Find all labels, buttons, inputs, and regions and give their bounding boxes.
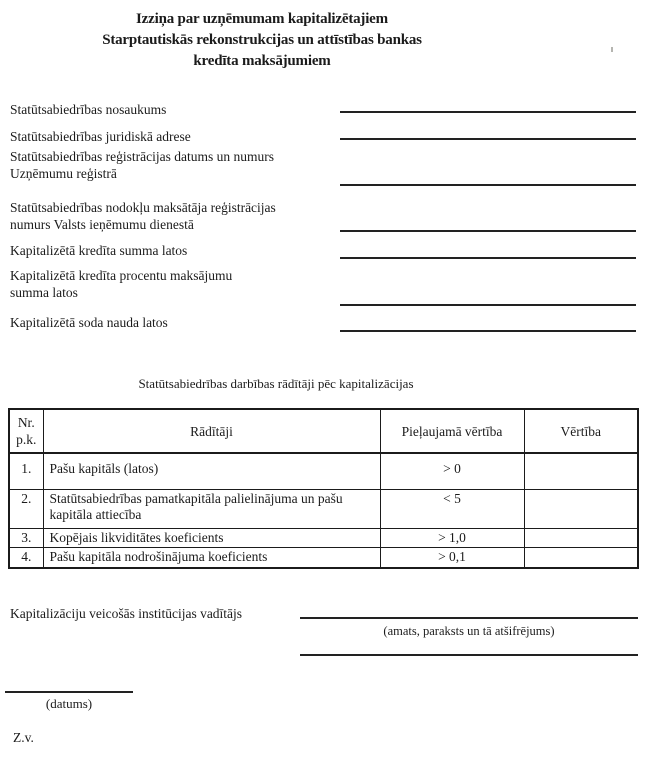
field-label-kredita-summa — [10, 243, 342, 260]
field-label-text: numurs Valsts ieņēmumu dienestā — [10, 216, 194, 232]
field-label-text: Uzņēmumu reģistrā — [10, 165, 117, 181]
col-header-nr-line: Nr. — [17, 415, 35, 430]
cell-nr: 1. — [9, 453, 43, 490]
title-line: kredīta maksājumiem — [193, 53, 331, 69]
table-row — [9, 529, 638, 548]
field-label-nosaukums — [10, 102, 342, 119]
field-label-text: Statūtsabiedrības nosaukums — [10, 102, 167, 117]
cell-raditaji: Kopējais likviditātes koeficients — [43, 529, 380, 548]
field-label-registracijas-datums — [10, 149, 342, 182]
field-label-text: Kapitalizētā kredīta procentu maksājumu — [10, 268, 233, 283]
cell-nr: 2. — [9, 490, 43, 529]
cell-pielaujama: > 0,1 — [380, 548, 524, 569]
field-label-juridiska-adrese — [10, 129, 342, 146]
field-label-text: Statūtsabiedrības juridiskā adrese — [10, 129, 191, 144]
table-header-row — [9, 409, 638, 453]
field-label-soda-nauda — [10, 315, 342, 332]
cell-nr: 3. — [9, 529, 43, 548]
cell-pielaujama: > 1,0 — [380, 529, 524, 548]
field-label-text: summa latos — [10, 284, 78, 300]
table-row — [9, 548, 638, 569]
date-line — [5, 691, 133, 693]
seal-label: Z.v. — [13, 730, 34, 745]
col-header-nr — [9, 409, 43, 453]
fill-line-nosaukums — [340, 111, 636, 113]
cell-pielaujama: < 5 — [380, 490, 524, 529]
fill-line-soda-nauda — [340, 330, 636, 332]
cell-pielaujama: > 0 — [380, 453, 524, 490]
col-header-pielaujama: Pieļaujamā vērtība — [380, 409, 524, 453]
cell-vertiba — [524, 529, 638, 548]
col-header-vertiba: Vērtība — [524, 409, 638, 453]
col-header-raditaji: Rādītāji — [43, 409, 380, 453]
cell-vertiba — [524, 490, 638, 529]
date-caption: (datums) — [45, 696, 93, 711]
indicators-table — [8, 408, 639, 569]
scan-artifact — [611, 47, 613, 52]
fill-line-registracijas-datums — [340, 184, 636, 186]
title-line: Izziņa par uzņēmumam kapitalizētajiem — [136, 11, 388, 27]
field-label-text: Kapitalizētā soda nauda latos — [10, 315, 168, 330]
signature-label: Kapitalizāciju veicošās institūcijas vadītājs — [10, 606, 243, 621]
fill-line-procentu-maksajumu — [340, 304, 636, 306]
table-caption: Statūtsabiedrības darbības rādītāji pēc kapitalizācijas — [138, 376, 414, 391]
field-label-text: Kapitalizētā kredīta summa latos — [10, 243, 188, 258]
signature-line-2 — [300, 654, 638, 656]
document-title — [0, 9, 524, 72]
field-label-nodoklu-maksataja — [10, 200, 342, 233]
cell-vertiba — [524, 453, 638, 490]
field-label-procentu-maksajumu — [10, 268, 342, 301]
table-row — [9, 490, 638, 529]
signature-line — [300, 617, 638, 619]
fill-line-nodoklu-maksataja — [340, 230, 636, 232]
cell-raditaji: Pašu kapitāls (latos) — [43, 453, 380, 490]
field-label-text: Statūtsabiedrības reģistrācijas datums un numurs — [10, 149, 274, 164]
signature-caption: (amats, paraksts un tā atšifrējums) — [383, 624, 555, 638]
cell-raditaji: Pašu kapitāla nodrošinājuma koeficients — [43, 548, 380, 569]
table-row — [9, 453, 638, 490]
field-label-text: Statūtsabiedrības nodokļu maksātāja reģistrācijas — [10, 200, 276, 215]
cell-raditaji: Statūtsabiedrības pamatkapitāla palielinājuma un pašu kapitāla attiecība — [43, 490, 380, 529]
cell-nr: 4. — [9, 548, 43, 569]
fill-line-juridiska-adrese — [340, 138, 636, 140]
col-header-nr-line: p.k. — [16, 432, 37, 447]
fill-line-kredita-summa — [340, 257, 636, 259]
title-line: Starptautiskās rekonstrukcijas un attīstības bankas — [102, 32, 422, 48]
cell-vertiba — [524, 548, 638, 569]
